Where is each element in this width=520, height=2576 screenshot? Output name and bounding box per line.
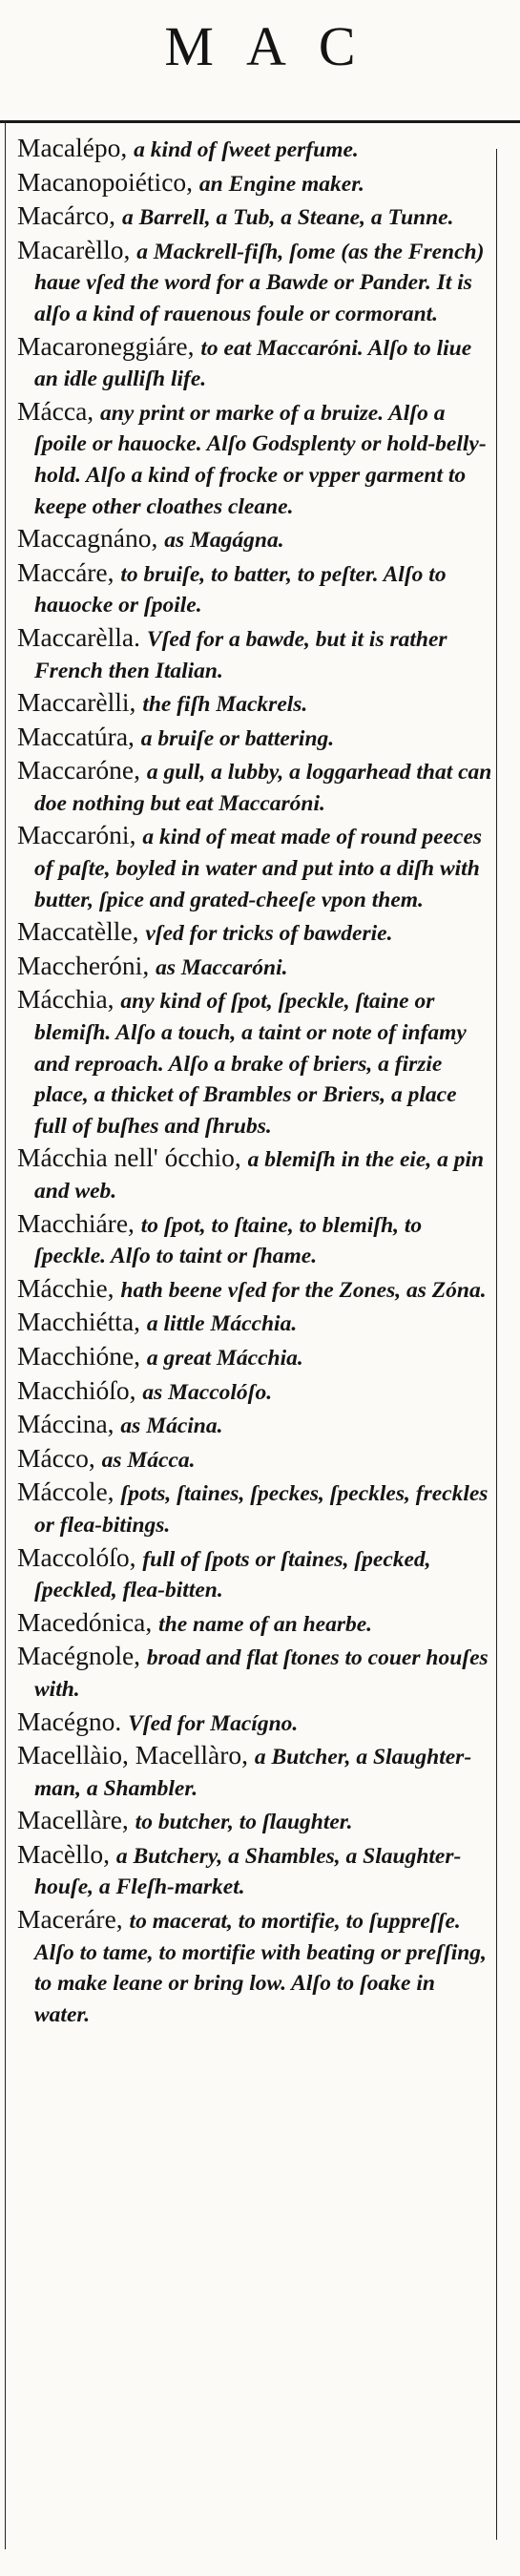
entry-definition: as Mácca.	[101, 1447, 196, 1473]
entry-definition: a Butcher, a Slaughter-man, a Shambler.	[34, 1745, 472, 1801]
entry-headword: Mácchia,	[17, 984, 114, 1015]
dictionary-entry	[17, 1342, 494, 1373]
dictionary-entry	[17, 397, 494, 521]
entry-headword: Macégno.	[17, 1706, 122, 1736]
entry-headword: Maccáre,	[17, 556, 114, 587]
dictionary-entry	[17, 1477, 494, 1539]
entry-definition: as Mácina.	[120, 1414, 223, 1439]
dictionary-entry	[17, 1608, 494, 1640]
entry-headword: Maccaróni,	[17, 820, 136, 850]
dictionary-entry	[17, 168, 494, 199]
entry-definition: any print or marke of a bruize. Alſo a ſpoile or hauocke. Alſo Godsplenty or hold-belly-hold. Alſo a kind of frocke or vpper garment to keepe other cloathes cleane.	[34, 400, 487, 519]
page-header: MAC	[164, 15, 388, 77]
dictionary-entry	[17, 1806, 494, 1837]
entry-definition: any kind of ſpot, ſpeckle, ſtaine or blemiſh. Alſo a touch, a taint or note of infamy and reproach. Alſo a brake of briers, a firzie place, a thicket of Brambles or Briers, a place full of buſhes and ſhrubs.	[34, 989, 467, 1139]
dictionary-entry	[17, 1840, 494, 1902]
entry-headword: Maccarèlla.	[17, 621, 141, 652]
entry-headword: Macanopoiético,	[17, 166, 194, 197]
dictionary-entry	[17, 756, 494, 818]
entry-definition: ſpots, ſtaines, ſpeckes, ſpeckles, freckles or flea-bitings.	[34, 1481, 489, 1538]
entry-headword: Máccole,	[17, 1476, 114, 1507]
entry-definition: a gull, a lubby, a loggarhead that can doe nothing but eat Maccaróni.	[34, 760, 492, 816]
dictionary-entry	[17, 236, 494, 329]
entry-headword: Macárco,	[17, 200, 116, 231]
entry-headword: Maccatúra,	[17, 721, 135, 751]
entry-definition: a Barrell, a Tub, a Steane, a Tunne.	[121, 205, 454, 231]
entry-headword: Maccarèlli,	[17, 687, 136, 718]
dictionary-entry	[17, 1444, 494, 1476]
entry-definition: Vſed for a bawde, but it is rather French then Italian.	[34, 626, 447, 683]
dictionary-entry	[17, 1209, 494, 1271]
entry-headword: Maccagnáno,	[17, 523, 158, 554]
dictionary-entry	[17, 1642, 494, 1704]
dictionary-entry	[17, 985, 494, 1141]
entry-headword: Maccolóſo,	[17, 1541, 136, 1572]
entry-definition: to butcher, to ſlaughter.	[135, 1810, 353, 1835]
entry-definition: an Engine maker.	[198, 171, 364, 197]
dictionary-entry	[17, 1308, 494, 1339]
entry-headword: Mácca,	[17, 395, 94, 426]
entry-headword: Macalépo,	[17, 133, 128, 162]
entry-definition: a great Mácchia.	[146, 1345, 303, 1371]
dictionary-entry	[17, 1143, 494, 1205]
dictionary-entry	[17, 688, 494, 720]
entry-definition: full of ſpots or ſtaines, ſpecked, ſpeckled, flea-bitten.	[34, 1546, 431, 1603]
entry-definition: a Butchery, a Shambles, a Slaughter-houſe, a Fleſh-market.	[34, 1843, 462, 1900]
entry-headword: Maccheróni,	[17, 950, 150, 980]
entry-headword: Mácchie,	[17, 1272, 114, 1303]
dictionary-entry	[17, 1905, 494, 2029]
dictionary-entry	[17, 1741, 494, 1803]
dictionary-entry	[17, 1410, 494, 1441]
entry-headword: Macégnole,	[17, 1641, 141, 1671]
dictionary-entry	[17, 623, 494, 685]
entry-definition: broad and flat ſtones to couer houſes with.	[34, 1645, 489, 1702]
entry-definition: as Maccaróni.	[156, 954, 288, 980]
dictionary-entry	[17, 1707, 494, 1739]
entry-headword: Macellàio, Macellàro,	[17, 1740, 249, 1770]
entry-definition: as Magágna.	[164, 528, 284, 554]
entry-definition: a blemiſh in the eie, a pin and web.	[34, 1147, 485, 1204]
dictionary-entry	[17, 723, 494, 754]
dictionary-entry	[17, 917, 494, 949]
entry-headword: Máccina,	[17, 1409, 114, 1439]
entry-headword: Macchiáre,	[17, 1207, 135, 1238]
entry-list	[17, 134, 494, 2032]
entry-definition: hath beene vſed for the Zones, as Zóna.	[120, 1277, 487, 1303]
entry-definition: the fiſh Mackrels.	[142, 692, 308, 718]
entry-headword: Macchióſo,	[17, 1374, 136, 1405]
dictionary-entry	[17, 1274, 494, 1306]
entry-definition: vſed for tricks of bawderie.	[145, 921, 393, 947]
entry-headword: Mácco,	[17, 1442, 95, 1473]
dictionary-entry	[17, 1543, 494, 1605]
entry-definition: the name of an hearbe.	[158, 1611, 373, 1637]
entry-headword: Macèllo,	[17, 1838, 110, 1869]
entry-definition: to macerat, to mortifie, to ſuppreſſe. Alſo to tame, to mortifie with beating or preſſing, to make leane or bring low. Alſo to ſoake in water.	[34, 1909, 487, 2027]
entry-definition: a little Mácchia.	[146, 1311, 298, 1337]
left-margin-line	[5, 120, 6, 2549]
entry-headword: Maceráre,	[17, 1904, 123, 1935]
entry-definition: Vſed for Macígno.	[128, 1710, 299, 1736]
entry-definition: to eat Maccaróni. Alſo to liue an idle gulliſh life.	[34, 335, 472, 392]
entry-definition: to ſpot, to ſtaine, to blemiſh, to ſpeckle. Alſo to taint or ſhame.	[34, 1212, 423, 1269]
entry-definition: a kind of ſweet perfume.	[134, 137, 359, 162]
dictionary-entry	[17, 952, 494, 983]
dictionary-entry	[17, 821, 494, 914]
header-rule	[0, 120, 520, 123]
dictionary-entry	[17, 134, 494, 165]
entry-headword: Maccaróne,	[17, 755, 141, 785]
entry-headword: Macellàre,	[17, 1805, 129, 1835]
entry-headword: Macchióne,	[17, 1340, 141, 1371]
dictionary-entry	[17, 332, 494, 394]
dictionary-entry	[17, 1376, 494, 1408]
right-margin-line	[496, 149, 497, 2540]
dictionary-entry	[17, 201, 494, 233]
entry-headword: Mácchia nell' ócchio,	[17, 1142, 241, 1173]
entry-definition: to bruiſe, to batter, to peſter. Alſo to hauocke or ſpoile.	[34, 561, 447, 618]
entry-definition: a bruiſe or battering.	[140, 725, 335, 751]
entry-headword: Macedónica,	[17, 1606, 153, 1637]
entry-definition: a Mackrell-fiſh, ſome (as the French) haue vſed the word for a Bawde or Pander. It is alſo a kind of rauenous foule or cormorant.	[34, 239, 485, 326]
entry-headword: Macarèllo,	[17, 234, 131, 264]
entry-definition: a kind of meat made of round peeces of paſte, boyled in water and put into a diſh with butter, ſpice and grated-cheeſe vpon them.	[34, 825, 483, 912]
entry-headword: Macaroneggiáre,	[17, 330, 195, 361]
dictionary-entry	[17, 558, 494, 620]
entry-headword: Maccatèlle,	[17, 916, 139, 947]
dictionary-entry	[17, 524, 494, 555]
entry-headword: Macchiétta,	[17, 1307, 141, 1337]
entry-definition: as Maccolóſo.	[142, 1379, 273, 1405]
